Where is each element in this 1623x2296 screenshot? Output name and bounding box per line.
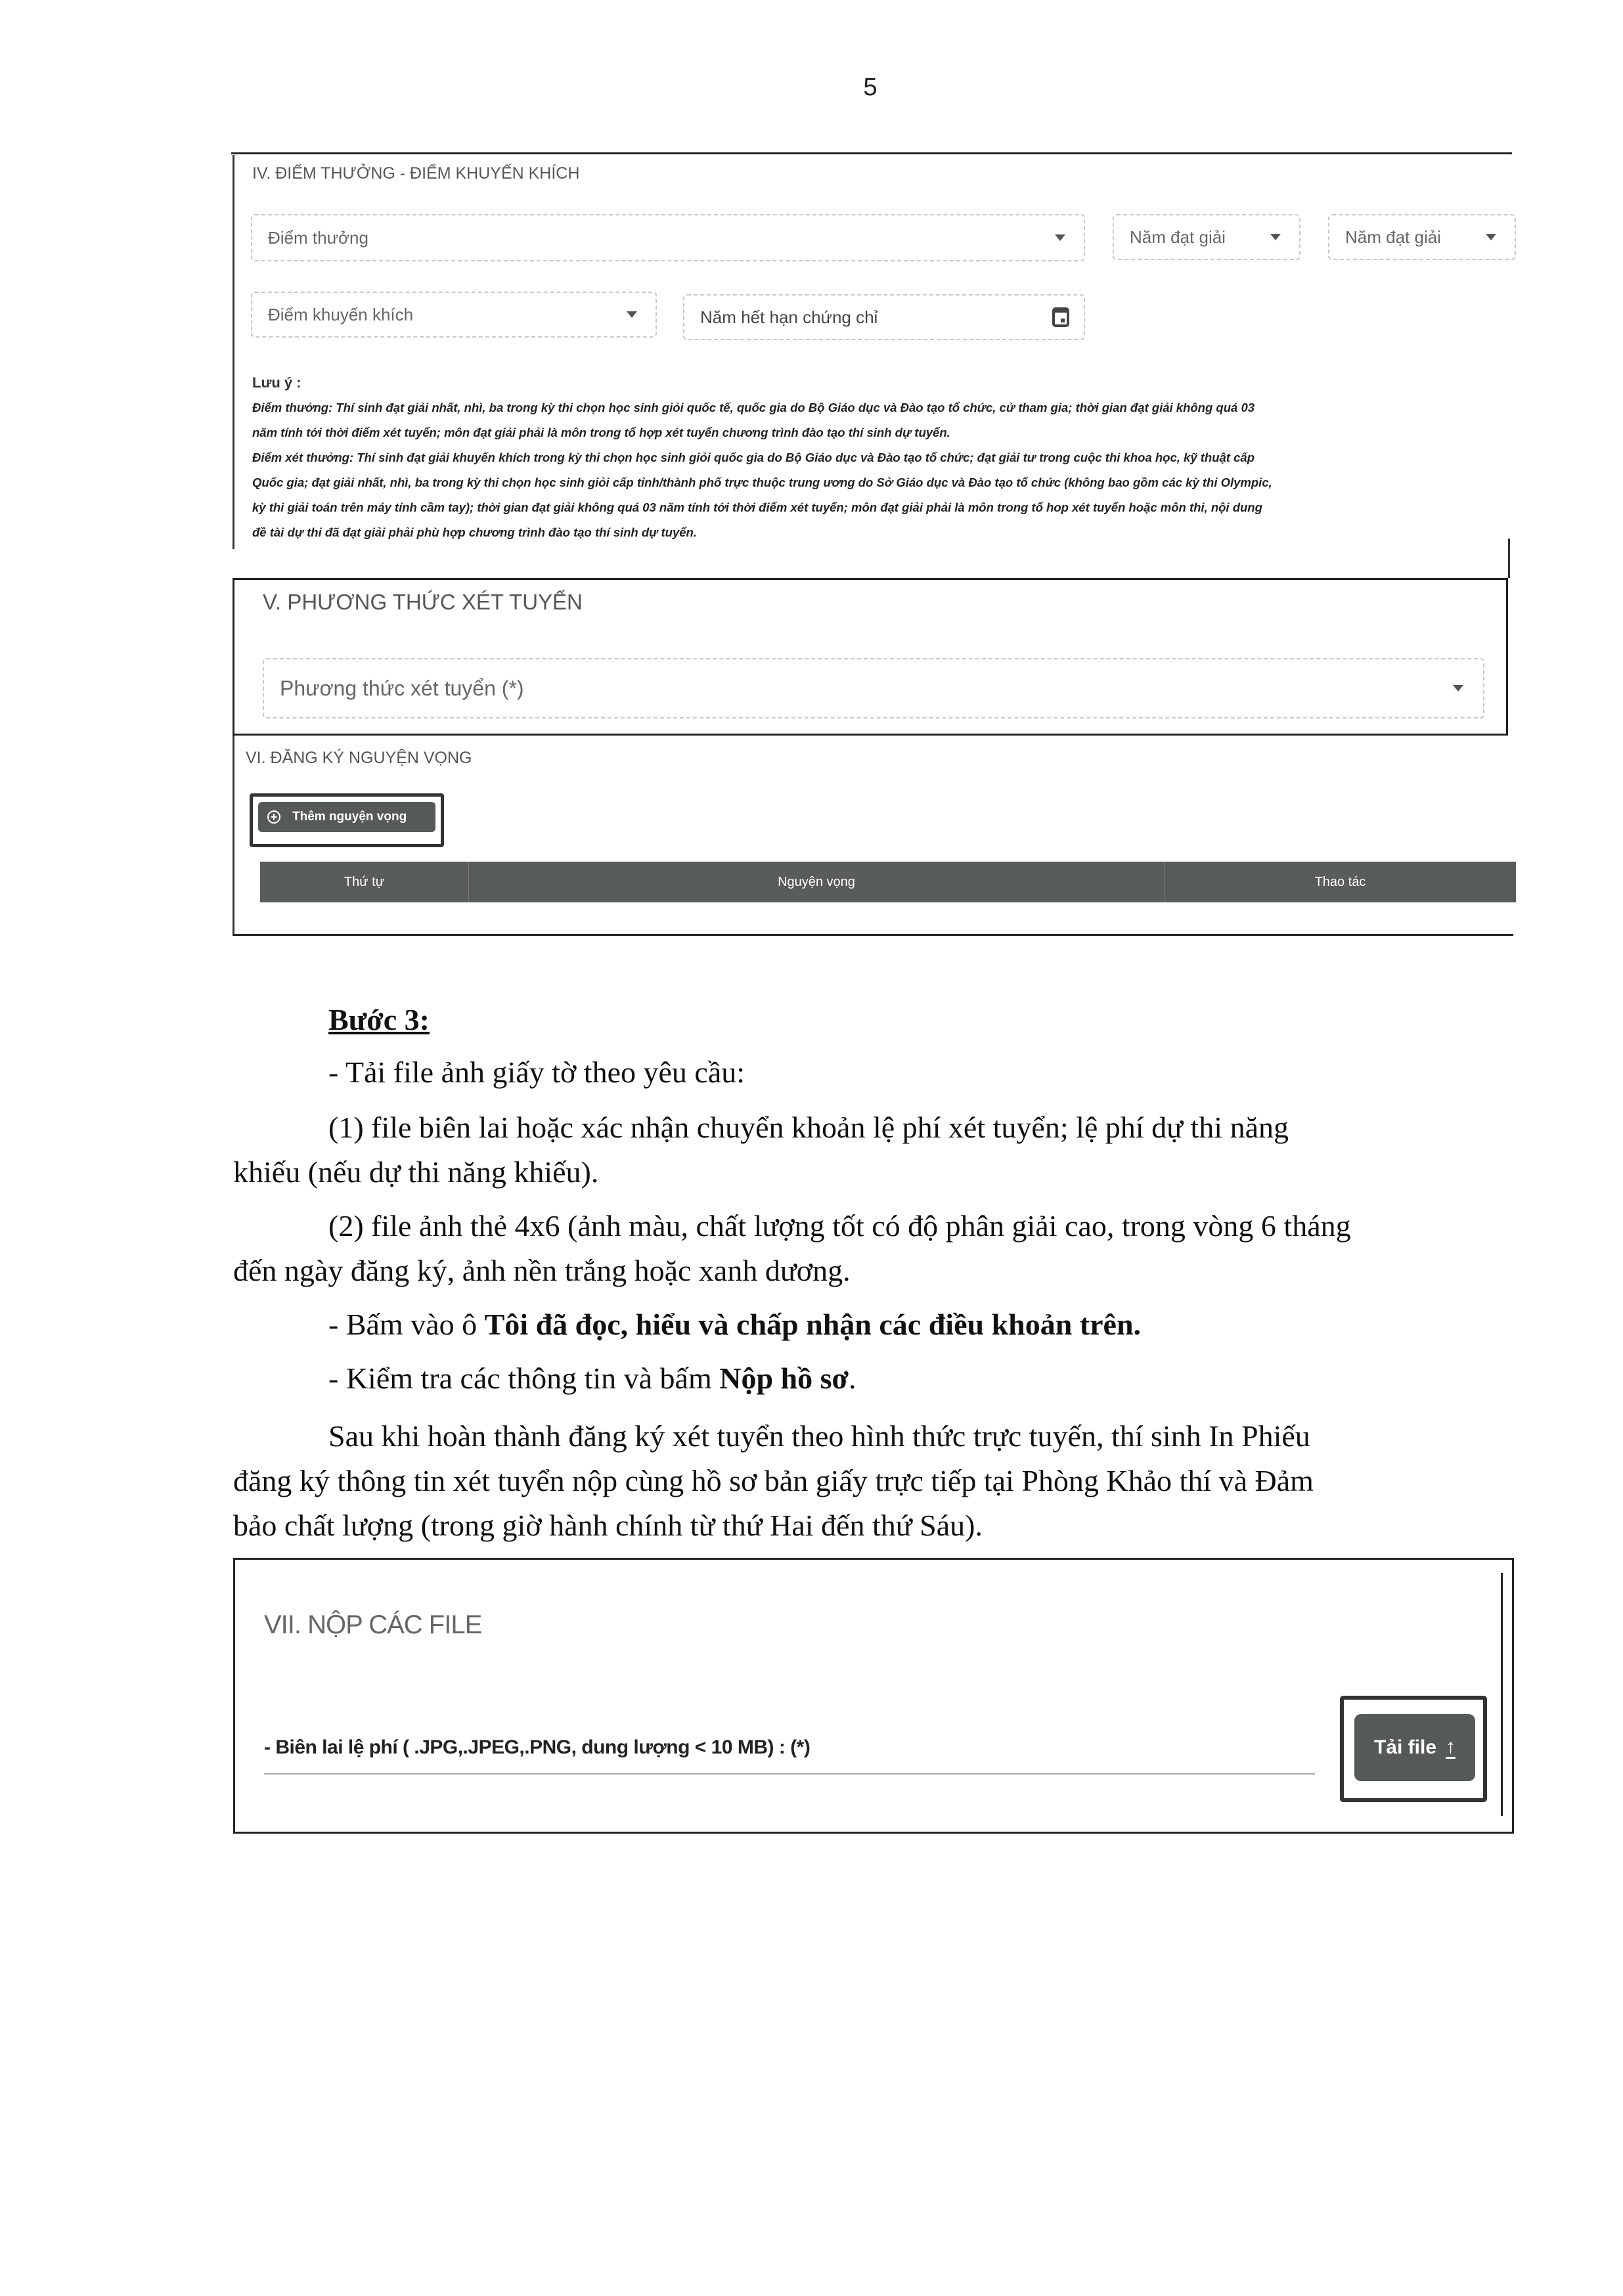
calendar-icon[interactable] [1052,307,1069,327]
page-number: 5 [863,74,878,101]
column-header-aspiration: Nguyện vọng [469,862,1165,902]
bonus-points-placeholder: Điểm thưởng [268,227,368,248]
upload-file-button[interactable] [1354,1714,1475,1781]
encouragement-points-select[interactable] [251,292,657,338]
admission-method-placeholder: Phương thức xét tuyển (*) [280,676,524,700]
add-aspiration-highlight [250,793,444,847]
section-vi-title: VI. ĐĂNG KÝ NGUYỆN VỌNG [246,749,472,767]
agree-instruction [328,1303,1141,1346]
item1-line2: khiếu (nếu dự thi năng khiếu). [233,1155,599,1189]
add-aspiration-button[interactable] [258,802,435,832]
panel-top-border [231,152,1512,154]
submit-prefix: - Kiểm tra các thông tin và bấm [328,1361,720,1395]
chevron-down-icon [627,311,637,318]
encouragement-points-placeholder: Điểm khuyến khích [268,304,414,324]
section-iv-left-border [233,155,234,549]
note-line: Điểm thưởng: Thí sinh đạt giải nhất, nhì, ba trong kỳ thi chọn học sinh giỏi quốc tế, quốc gia do Bộ Giáo dục và Đào tạo tổ chức, cử tham gia; thời gian đạt giải không quá 03 [252,401,1255,414]
upload-file-label: Tải file [1373,1736,1437,1758]
upload-intro: - Tải file ảnh giấy tờ theo yêu cầu: [328,1055,745,1089]
submit-instruction [328,1357,856,1400]
admission-method-select[interactable] [263,658,1484,718]
note-line: đề tài dự thi đã đạt giải phải phù hợp chương trình đào tạo thí sinh dự tuyển. [252,525,698,539]
award-year-1-placeholder: Năm đạt giải [1130,227,1226,247]
section-vii-title: VII. NỘP CÁC FILE [264,1610,482,1639]
note-line: kỳ thi giải toán trên máy tính cầm tay); thời gian đạt giải không quá 03 năm tính tới thời điểm xét tuyển; môn đạt giải phải là môn trong tổ hop xét tuyển hoặc môn thi, nội dung [252,500,1262,514]
column-header-order: Thứ tự [260,862,469,902]
chevron-down-icon [1270,234,1281,240]
upload-button-highlight [1340,1696,1487,1802]
column-header-actions: Thao tác [1314,874,1366,889]
receipt-upload-underline [264,1773,1315,1775]
agree-prefix: - Bấm vào ô [328,1308,485,1341]
note-line: năm tính tới thời điểm xét tuyển; môn đạt giải phải là môn trong tổ hợp xét tuyển chương trình đào tạo thí sinh dự tuyển. [252,426,950,439]
plus-circle-icon: + [267,810,280,824]
certificate-expiry-date-input[interactable] [683,294,1085,340]
chevron-down-icon [1055,234,1065,241]
closing-line2: đăng ký thông tin xét tuyển nộp cùng hồ sơ bản giấy trực tiếp tại Phòng Khảo thí và Đảm [233,1464,1314,1497]
item2-line2: đến ngày đăng ký, ảnh nền trắng hoặc xanh dương. [233,1254,851,1287]
chevron-down-icon [1453,685,1463,692]
award-year-2-placeholder: Năm đạt giải [1345,227,1441,247]
add-aspiration-label: Thêm nguyện vọng [292,810,407,824]
section-vii-panel [233,1558,1514,1834]
award-year-select-2[interactable] [1328,214,1516,260]
submit-text: Nộp hồ sơ [719,1361,849,1395]
item2-line1: (2) file ảnh thẻ 4x6 (ảnh màu, chất lượng tốt có độ phân giải cao, trong vòng 6 tháng [328,1209,1351,1243]
item1-line1: (1) file biên lai hoặc xác nhận chuyển khoản lệ phí xét tuyển; lệ phí dự thi năng [328,1111,1289,1144]
scrollbar-track[interactable] [1501,1573,1503,1816]
award-year-select-1[interactable] [1113,214,1301,260]
closing-line3: bảo chất lượng (trong giờ hành chính từ thứ Hai đến thứ Sáu). [233,1509,983,1542]
note-line: Quốc gia; đạt giải nhất, nhì, ba trong kỳ thi chọn học sinh giỏi cấp tỉnh/thành phố trực thuộc trung ương do Sở Giáo dục và Đào tạo tổ chức (không bao gồm các kỳ thi Olympic, [252,475,1272,489]
closing-line1: Sau khi hoàn thành đăng ký xét tuyển theo hình thức trực tuyến, thí sinh In Phiếu [328,1419,1310,1453]
note-heading: Lưu ý : [252,374,301,391]
bonus-points-select[interactable] [251,214,1085,261]
note-line: Điểm xét thưởng: Thí sinh đạt giải khuyến khích trong kỳ thi chọn học sinh giỏi quốc gia do Bộ Giáo dục và Đào tạo tổ chức; đạt giải tư trong cuộc thi khoa học, kỹ thuật cấp [252,451,1255,464]
section-iv-title: IV. ĐIỂM THƯỞNG - ĐIỂM KHUYẾN KHÍCH [252,164,580,183]
step3-heading: Bước 3: [328,1003,430,1036]
upload-arrow-icon: ↑ [1446,1735,1456,1757]
submit-suffix: . [849,1361,856,1395]
aspiration-table-header [260,862,1516,902]
section-v-title: V. PHƯƠNG THỨC XÉT TUYỂN [263,590,583,614]
chevron-down-icon [1486,234,1496,240]
agree-terms-text: Tôi đã đọc, hiểu và chấp nhận các điều khoản trên. [484,1308,1142,1341]
receipt-upload-label: - Biên lai lệ phí ( .JPG,.JPEG,.PNG, dung lượng < 10 MB) : (*) [264,1736,811,1758]
certificate-expiry-placeholder: Năm hết hạn chứng chỉ [700,307,878,327]
